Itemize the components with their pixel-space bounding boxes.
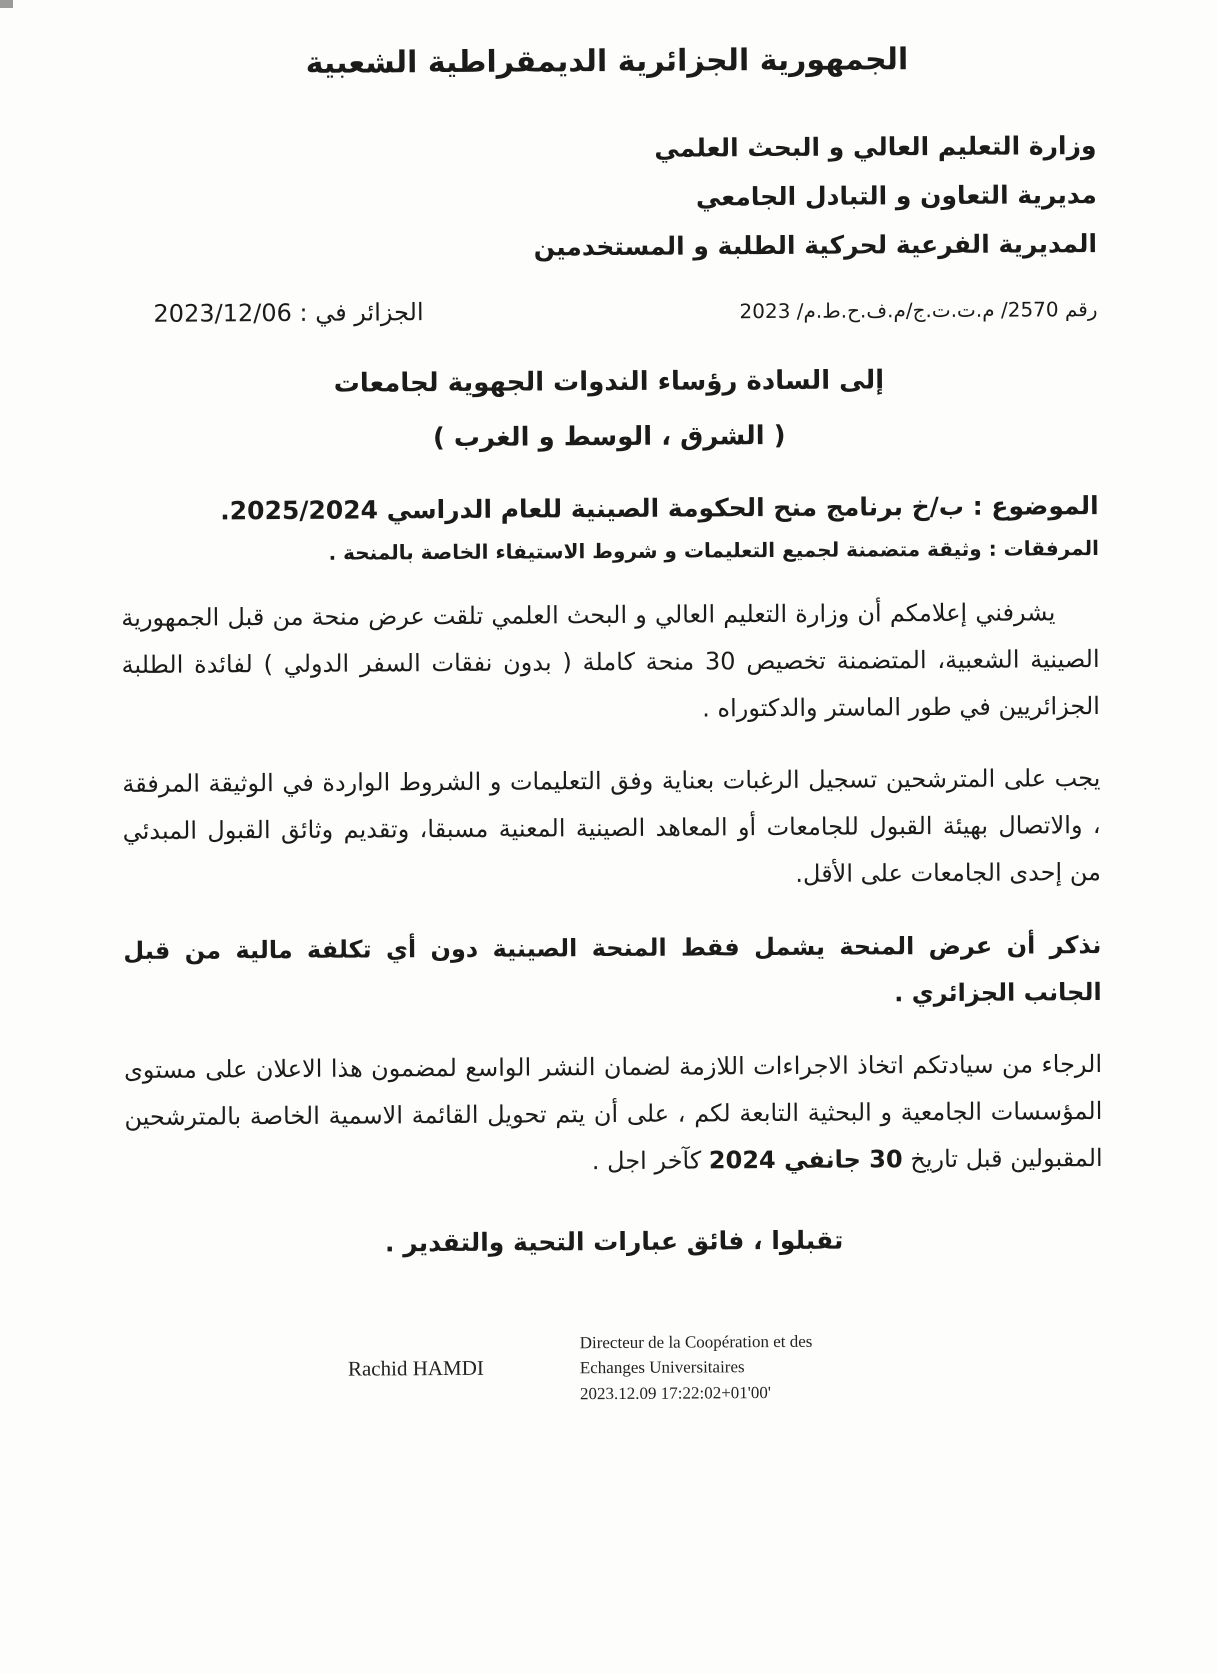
ministry-block [118,122,1097,274]
subdirectorate-line: المديرية الفرعية لحركية الطلبة و المستخدمين [533,228,1098,261]
letter-content [118,39,1104,1409]
attachments-line: المرفقات : وثيقة متضمنة لجميع التعليمات و شروط الاستيفاء الخاصة بالمنحة . [328,535,1100,565]
signature-timestamp: 2023.12.09 17:22:02+01'00' [579,1382,771,1403]
paragraph-instructions: يجب على المترشحين تسجيل الرغبات بعناية وفق التعليمات و الشروط الواردة في الوثيقة المرفقة ، والاتصال بهيئة القبول للجامعات أو المعاهد الصينية المعنية مسبقا، وتقديم وثائق القبول المبدئي من إحدى الجامعات على الأقل. [122,764,1101,888]
recipient-block [120,352,1099,467]
directorate-line: مديرية التعاون و التبادل الجامعي [695,179,1097,212]
recipient-regions: ( الشرق ، الوسط و الغرب ) [432,420,786,453]
signatory-title-block [580,1328,813,1406]
signatory-title-line2: Echanges Universitaires [579,1357,745,1378]
recipient-line: إلى السادة رؤساء الندوات الجهوية لجامعات [333,365,885,399]
paragraph-intro: يشرفني إعلامكم أن وزارة التعليم العالي و البحث العلمي تلقت عرض منحة من قبل الجمهورية الصينية الشعبية، المتضمنة تخصيص 30 منحة كاملة ( بدون نفقات السفر الدولي ) لفائدة الطلبة الجزائريين في طور الماستر والدكتوراه . [121,598,1100,722]
deadline-date: 30 جانفي 2024 [708,1145,903,1175]
signatory-name: Rachid HAMDI [347,1356,484,1382]
paragraph-request [124,1041,1103,1187]
signatory-title-line1: Directeur de la Coopération et des [579,1331,813,1352]
paragraph-note: نذكر أن عرض المنحة يشمل فقط المنحة الصينية دون أي تكلفة مالية من قبل الجانب الجزائري . [123,930,1102,1007]
place-date: الجزائر في : 2023/12/06 [153,298,424,329]
ministry-line: وزارة التعليم العالي و البحث العلمي [654,131,1097,163]
reference-number: رقم 2570/ م.ت.ت.ج/م.ف.ح.ط.م/ 2023 [739,297,1098,324]
subject-line: الموضوع : ب/خ برنامج منح الحكومة الصينية للعام الدراسي 2025/2024. [220,491,1099,526]
scan-artifact [0,0,13,8]
paragraph-request-tail: كآخر اجل . [591,1146,709,1176]
republic-title: الجمهورية الجزائرية الديمقراطية الشعبية [305,42,909,81]
paragraph-request-text: الرجاء من سيادتكم اتخاذ الاجراءات اللازمة لضمان النشر الواسع لمضمون هذا الاعلان على مستوى المؤسسات الجامعية و البحثية التابعة لكم ، على أن يتم تحويل القائمة الاسمية الخاصة بالمترشحين المقبولين قبل تاريخ [124,1050,1103,1174]
closing-salutation: تقبلوا ، فائق عبارات التحية والتقدير . [384,1225,844,1258]
signature-block [348,1327,1104,1408]
reference-date-row [119,294,1097,328]
